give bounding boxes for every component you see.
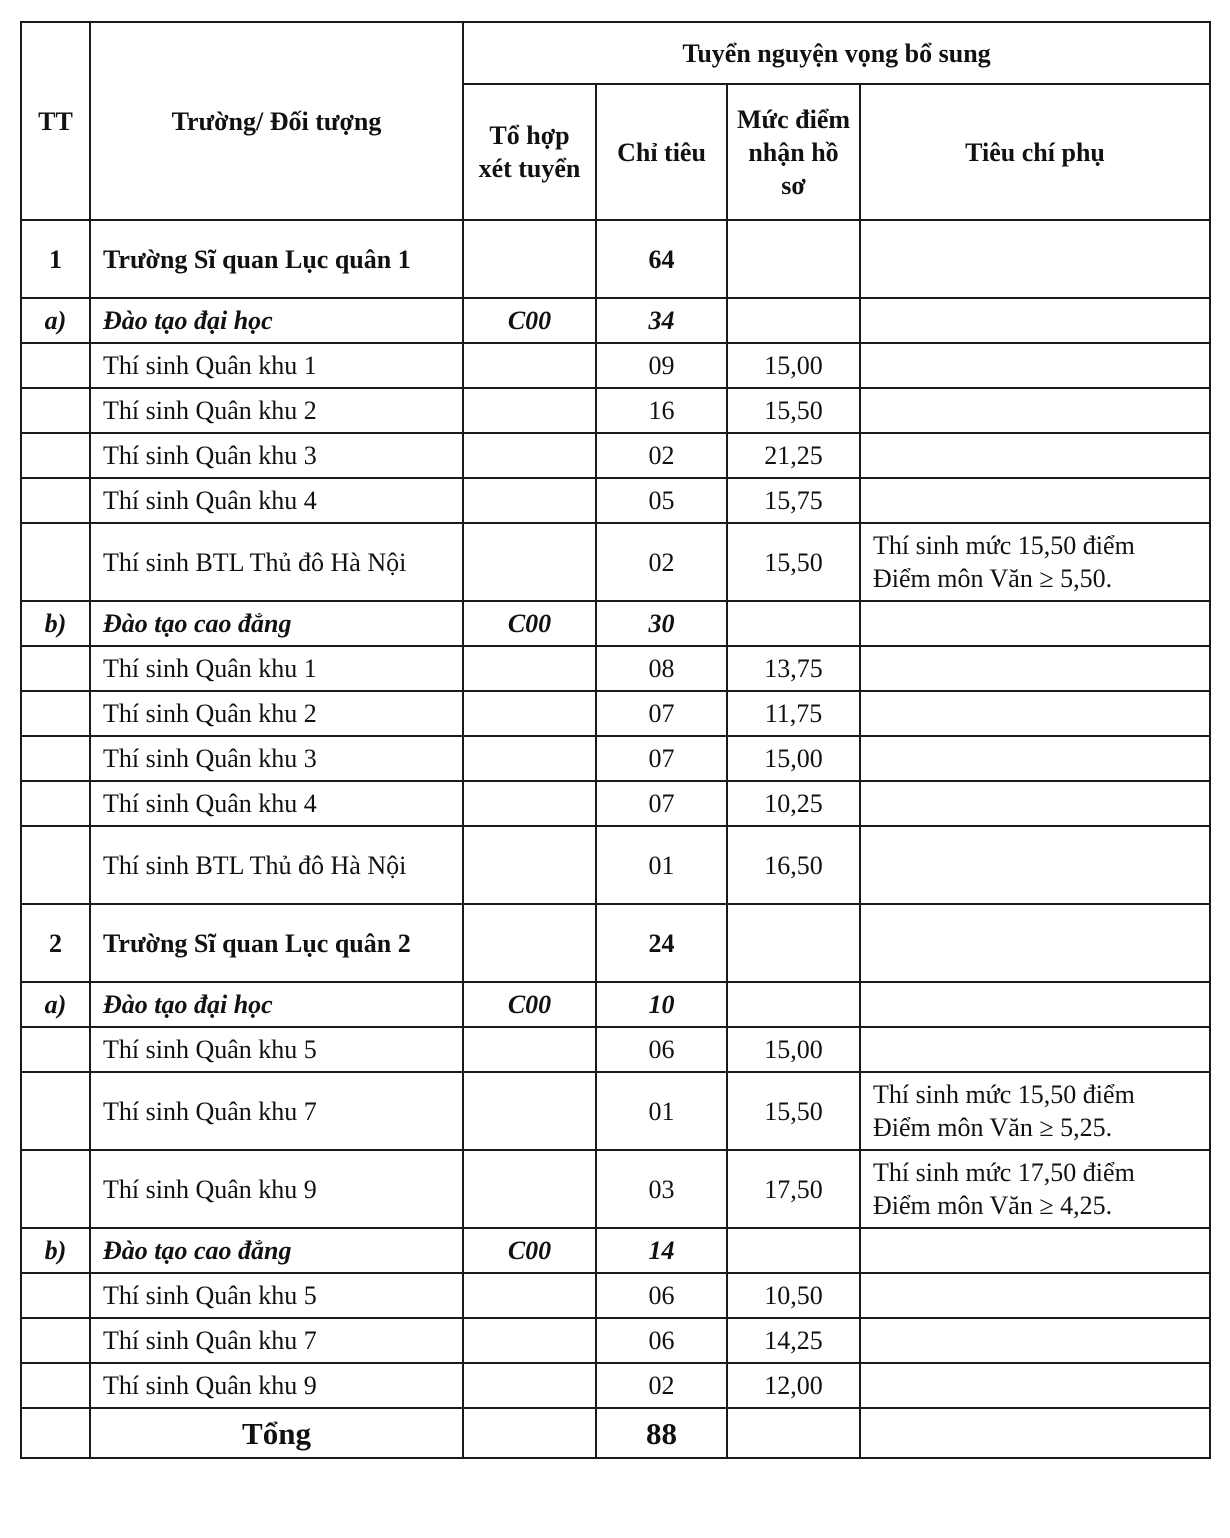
- cell-criteria: [860, 343, 1210, 388]
- cell-combo: C00: [463, 1228, 596, 1273]
- cell-name: Thí sinh Quân khu 9: [90, 1150, 463, 1228]
- cell-tt: [21, 343, 90, 388]
- cell-criteria: [860, 1363, 1210, 1408]
- table-row: [21, 343, 1210, 388]
- cell-criteria: Thí sinh mức 15,50 điểm Điểm môn Văn ≥ 5,50.: [860, 523, 1210, 601]
- total-score: [727, 1408, 860, 1458]
- table-row: [21, 691, 1210, 736]
- header-truong: [90, 22, 463, 220]
- table-row: [21, 1273, 1210, 1318]
- cell-combo: [463, 691, 596, 736]
- cell-score: [727, 601, 860, 646]
- cell-name: Thí sinh Quân khu 4: [90, 781, 463, 826]
- table-row: [21, 1027, 1210, 1072]
- cell-combo: [463, 736, 596, 781]
- cell-combo: C00: [463, 298, 596, 343]
- cell-criteria: [860, 220, 1210, 298]
- cell-score: 15,50: [727, 523, 860, 601]
- cell-criteria: Thí sinh mức 17,50 điểm Điểm môn Văn ≥ 4,25.: [860, 1150, 1210, 1228]
- cell-score: [727, 220, 860, 298]
- cell-name: Thí sinh BTL Thủ đô Hà Nội: [90, 523, 463, 601]
- cell-name: Đào tạo đại học: [90, 982, 463, 1027]
- cell-name: Thí sinh Quân khu 7: [90, 1072, 463, 1150]
- cell-name: Thí sinh Quân khu 3: [90, 433, 463, 478]
- table-row: [21, 1318, 1210, 1363]
- cell-quota: 02: [596, 1363, 727, 1408]
- cell-score: 15,50: [727, 388, 860, 433]
- table-row: [21, 1228, 1210, 1273]
- cell-tt: [21, 781, 90, 826]
- cell-score: [727, 1228, 860, 1273]
- cell-combo: [463, 1150, 596, 1228]
- cell-name: Thí sinh Quân khu 5: [90, 1273, 463, 1318]
- cell-criteria: [860, 388, 1210, 433]
- table-row: [21, 904, 1210, 982]
- cell-combo: [463, 826, 596, 904]
- cell-quota: 07: [596, 736, 727, 781]
- cell-score: [727, 904, 860, 982]
- cell-tt: [21, 433, 90, 478]
- cell-criteria: [860, 1273, 1210, 1318]
- cell-score: 12,00: [727, 1363, 860, 1408]
- cell-quota: 06: [596, 1273, 727, 1318]
- cell-name: Thí sinh Quân khu 3: [90, 736, 463, 781]
- header-chi-tieu: Chỉ tiêu: [596, 84, 727, 220]
- cell-combo: [463, 1027, 596, 1072]
- cell-combo: [463, 1273, 596, 1318]
- table-row: [21, 601, 1210, 646]
- cell-score: 16,50: [727, 826, 860, 904]
- cell-criteria: [860, 298, 1210, 343]
- cell-quota: 02: [596, 523, 727, 601]
- cell-score: 15,50: [727, 1072, 860, 1150]
- cell-tt: [21, 523, 90, 601]
- cell-tt: [21, 1150, 90, 1228]
- cell-quota: 08: [596, 646, 727, 691]
- cell-criteria: [860, 646, 1210, 691]
- cell-criteria: [860, 904, 1210, 982]
- cell-tt: [21, 388, 90, 433]
- cell-tt: [21, 1027, 90, 1072]
- cell-tt: b): [21, 1228, 90, 1273]
- cell-name: Đào tạo cao đẳng: [90, 601, 463, 646]
- cell-criteria: [860, 433, 1210, 478]
- cell-name: Thí sinh Quân khu 2: [90, 691, 463, 736]
- cell-score: 14,25: [727, 1318, 860, 1363]
- table-row: [21, 220, 1210, 298]
- cell-name: Thí sinh Quân khu 1: [90, 646, 463, 691]
- cell-combo: [463, 904, 596, 982]
- cell-quota: 01: [596, 826, 727, 904]
- header-truong-label: Trường/ Đối tượng: [171, 106, 382, 136]
- cell-criteria: [860, 982, 1210, 1027]
- cell-name: Thí sinh BTL Thủ đô Hà Nội: [90, 826, 463, 904]
- cell-criteria: [860, 601, 1210, 646]
- cell-name: Thí sinh Quân khu 5: [90, 1027, 463, 1072]
- cell-score: 13,75: [727, 646, 860, 691]
- cell-combo: [463, 1318, 596, 1363]
- cell-quota: 06: [596, 1318, 727, 1363]
- cell-tt: [21, 478, 90, 523]
- cell-quota: 03: [596, 1150, 727, 1228]
- header-row-top: [21, 22, 1210, 84]
- cell-combo: [463, 1363, 596, 1408]
- cell-quota: 07: [596, 691, 727, 736]
- cell-quota: 30: [596, 601, 727, 646]
- table-row: [21, 478, 1210, 523]
- cell-name: Đào tạo cao đẳng: [90, 1228, 463, 1273]
- table-row: [21, 523, 1210, 601]
- cell-criteria: [860, 691, 1210, 736]
- document-page: [20, 21, 1209, 1459]
- cell-criteria: [860, 826, 1210, 904]
- table-row: [21, 1150, 1210, 1228]
- table-body: [21, 220, 1210, 1408]
- cell-criteria: [860, 1027, 1210, 1072]
- table-row: [21, 433, 1210, 478]
- cell-name: Trường Sĩ quan Lục quân 1: [90, 220, 463, 298]
- header-to-hop: Tổ hợp xét tuyển: [463, 84, 596, 220]
- cell-combo: [463, 478, 596, 523]
- cell-score: 15,00: [727, 736, 860, 781]
- total-combo: [463, 1408, 596, 1458]
- cell-combo: C00: [463, 601, 596, 646]
- cell-tt: [21, 1072, 90, 1150]
- table-row: [21, 826, 1210, 904]
- cell-tt: [21, 691, 90, 736]
- cell-score: 15,00: [727, 1027, 860, 1072]
- cell-score: [727, 982, 860, 1027]
- total-criteria: [860, 1408, 1210, 1458]
- cell-quota: 02: [596, 433, 727, 478]
- cell-criteria: [860, 736, 1210, 781]
- cell-criteria: [860, 1318, 1210, 1363]
- cell-name: Thí sinh Quân khu 2: [90, 388, 463, 433]
- cell-score: 17,50: [727, 1150, 860, 1228]
- cell-combo: [463, 388, 596, 433]
- table-row: [21, 982, 1210, 1027]
- cell-combo: C00: [463, 982, 596, 1027]
- cell-score: 10,50: [727, 1273, 860, 1318]
- cell-name: Đào tạo đại học: [90, 298, 463, 343]
- cell-tt: [21, 1273, 90, 1318]
- cell-tt: 2: [21, 904, 90, 982]
- cell-score: 11,75: [727, 691, 860, 736]
- cell-quota: 10: [596, 982, 727, 1027]
- cell-combo: [463, 433, 596, 478]
- table-row: [21, 736, 1210, 781]
- total-label: Tổng: [90, 1408, 463, 1458]
- cell-combo: [463, 220, 596, 298]
- cell-criteria: Thí sinh mức 15,50 điểm Điểm môn Văn ≥ 5,25.: [860, 1072, 1210, 1150]
- table-row: [21, 388, 1210, 433]
- cell-score: 21,25: [727, 433, 860, 478]
- total-tt: [21, 1408, 90, 1458]
- cell-criteria: [860, 478, 1210, 523]
- cell-combo: [463, 646, 596, 691]
- header-muc-diem: Mức điểm nhận hồ sơ: [727, 84, 860, 220]
- header-group: Tuyển nguyện vọng bổ sung: [463, 22, 1210, 84]
- header-tieu-chi: Tiêu chí phụ: [860, 84, 1210, 220]
- cell-tt: [21, 646, 90, 691]
- table-row: [21, 646, 1210, 691]
- cell-tt: [21, 736, 90, 781]
- cell-tt: [21, 1318, 90, 1363]
- cell-criteria: [860, 1228, 1210, 1273]
- cell-name: Trường Sĩ quan Lục quân 2: [90, 904, 463, 982]
- cell-combo: [463, 781, 596, 826]
- cell-combo: [463, 343, 596, 388]
- cell-score: 15,75: [727, 478, 860, 523]
- cell-name: Thí sinh Quân khu 7: [90, 1318, 463, 1363]
- cell-tt: [21, 826, 90, 904]
- cell-quota: 24: [596, 904, 727, 982]
- cell-quota: 09: [596, 343, 727, 388]
- cell-tt: 1: [21, 220, 90, 298]
- header-tt: TT: [21, 22, 90, 220]
- cell-name: Thí sinh Quân khu 4: [90, 478, 463, 523]
- cell-quota: 05: [596, 478, 727, 523]
- cell-quota: 64: [596, 220, 727, 298]
- cell-tt: a): [21, 982, 90, 1027]
- cell-criteria: [860, 781, 1210, 826]
- table-row: [21, 1363, 1210, 1408]
- cell-combo: [463, 1072, 596, 1150]
- cell-name: Thí sinh Quân khu 9: [90, 1363, 463, 1408]
- cell-quota: 06: [596, 1027, 727, 1072]
- cell-score: 15,00: [727, 343, 860, 388]
- cell-quota: 01: [596, 1072, 727, 1150]
- table-row: [21, 1072, 1210, 1150]
- table-row: [21, 781, 1210, 826]
- cell-name: Thí sinh Quân khu 1: [90, 343, 463, 388]
- table-row: [21, 298, 1210, 343]
- total-quota: 88: [596, 1408, 727, 1458]
- cell-combo: [463, 523, 596, 601]
- cell-quota: 07: [596, 781, 727, 826]
- cell-score: 10,25: [727, 781, 860, 826]
- cell-score: [727, 298, 860, 343]
- cell-quota: 16: [596, 388, 727, 433]
- cell-quota: 14: [596, 1228, 727, 1273]
- total-row: [21, 1408, 1210, 1458]
- cell-tt: b): [21, 601, 90, 646]
- cell-tt: a): [21, 298, 90, 343]
- cell-tt: [21, 1363, 90, 1408]
- cell-quota: 34: [596, 298, 727, 343]
- admission-table: [20, 21, 1211, 1459]
